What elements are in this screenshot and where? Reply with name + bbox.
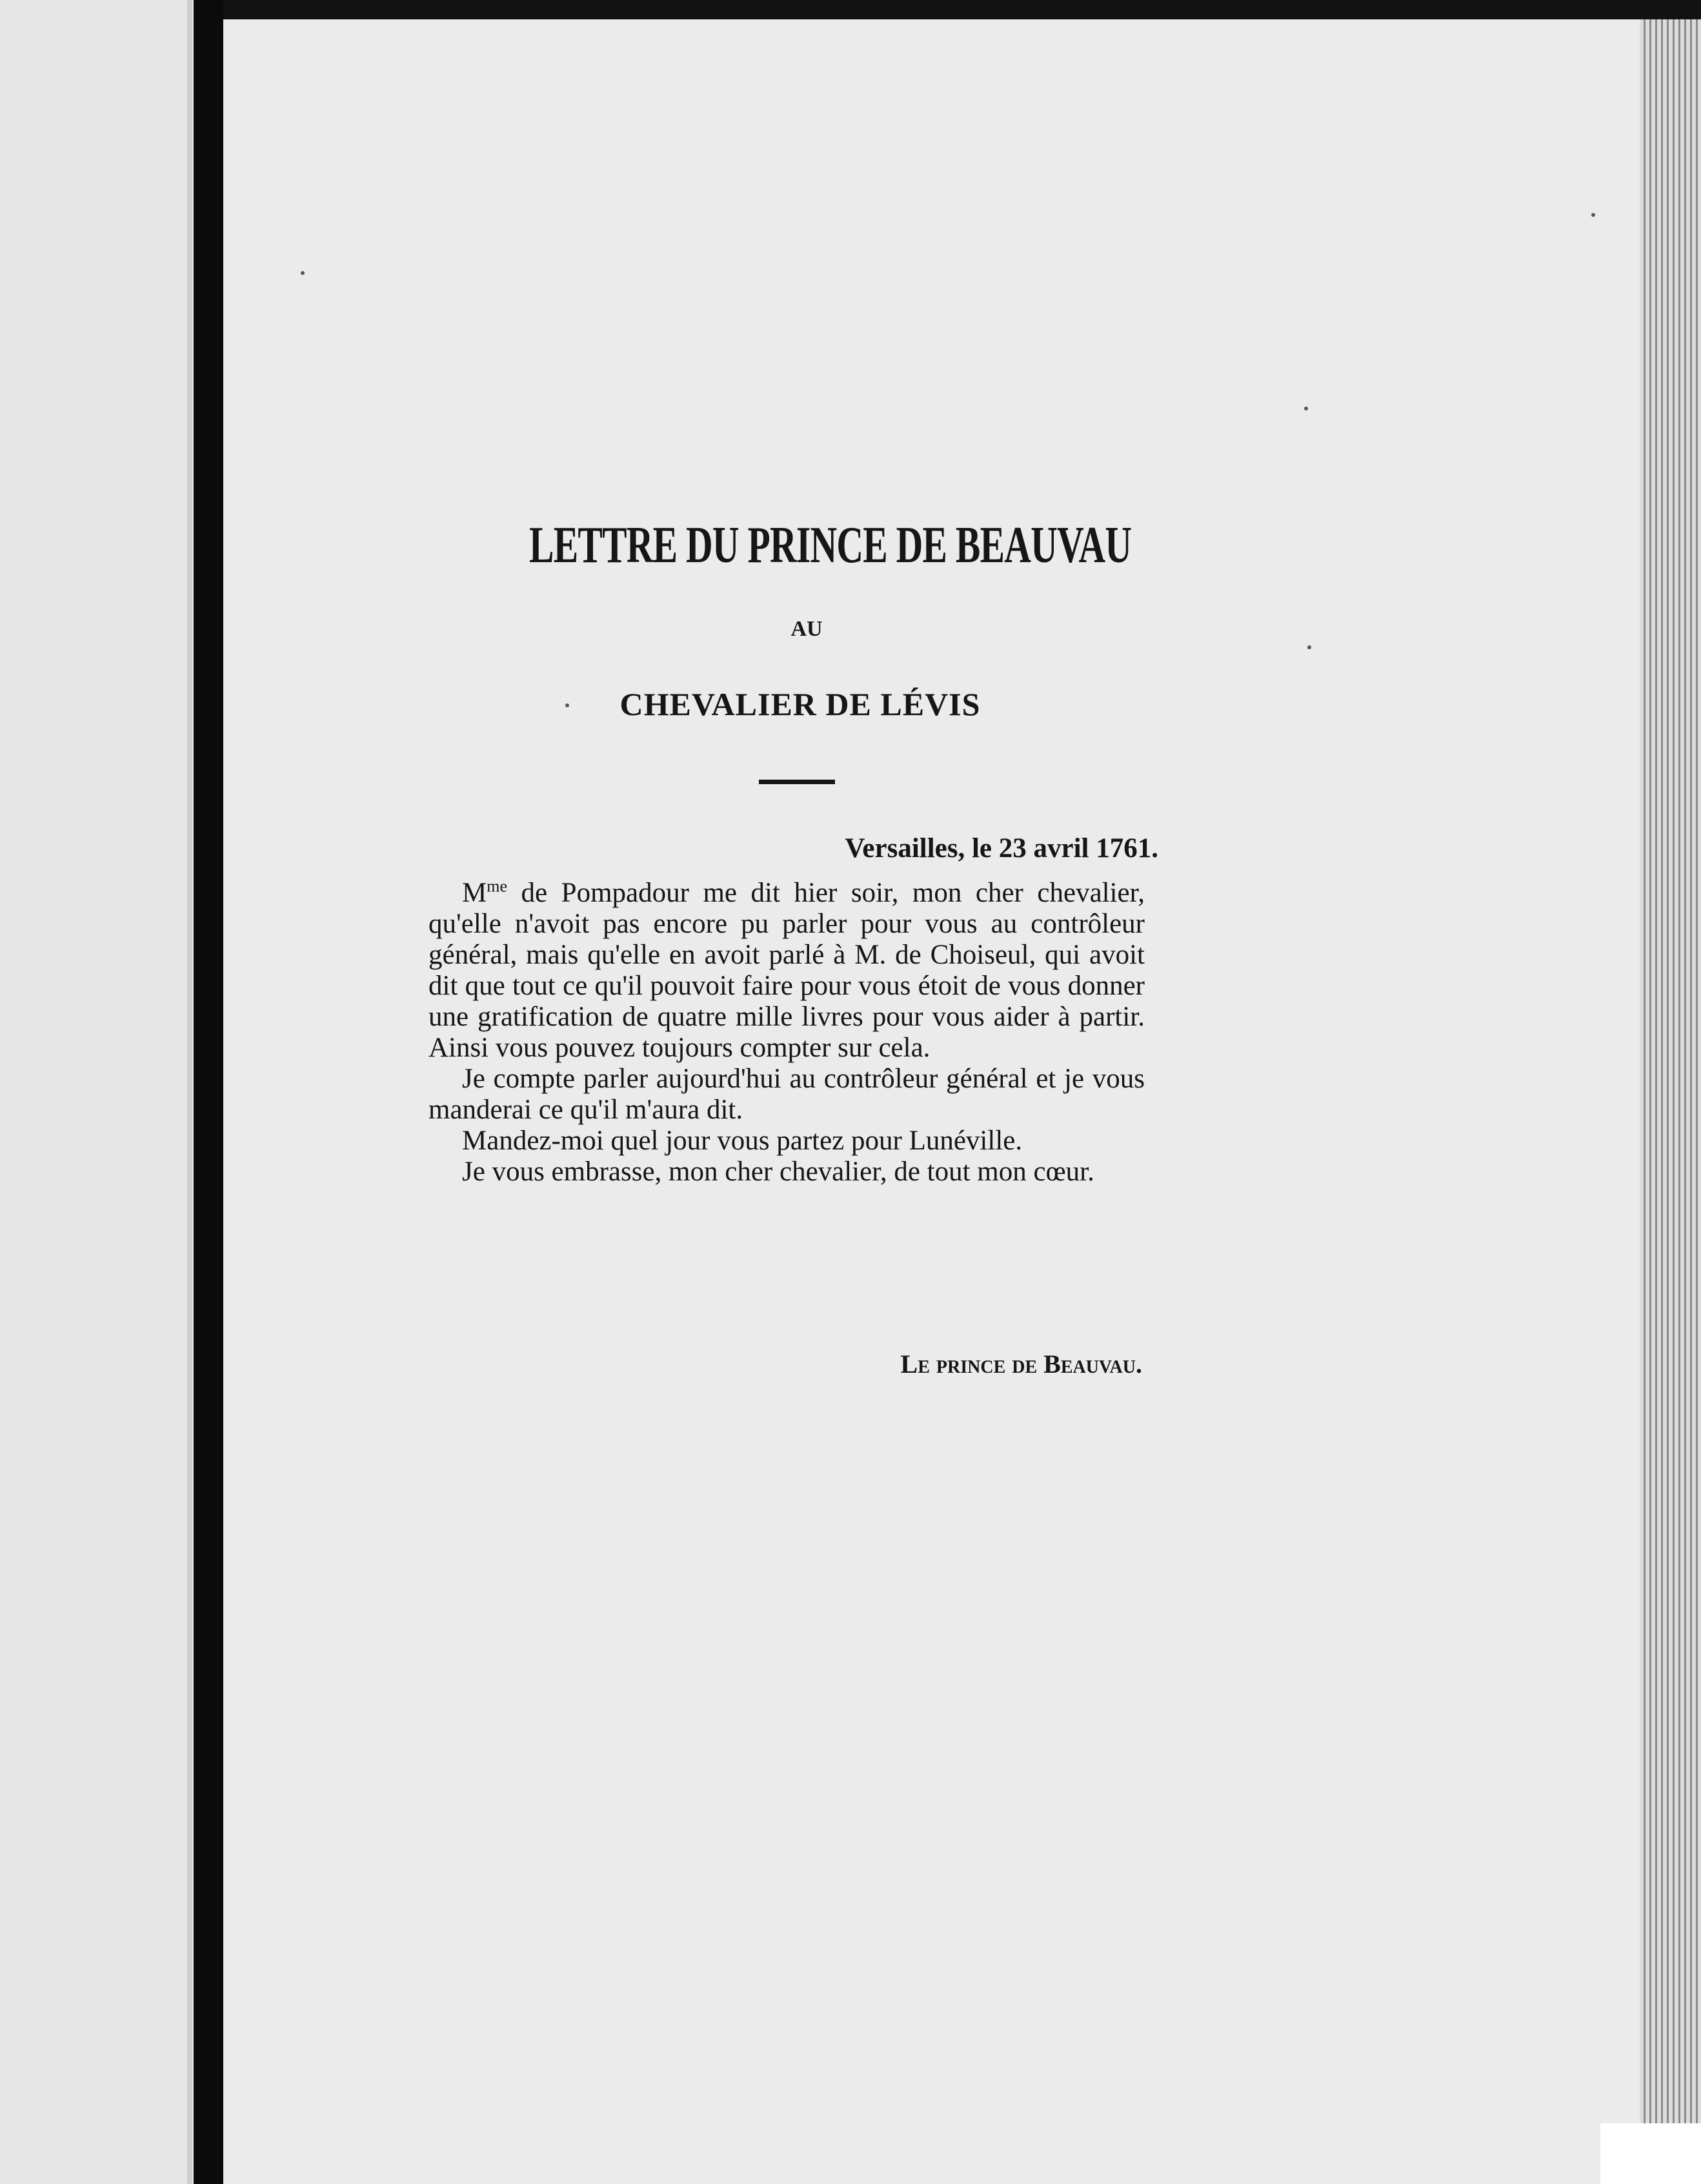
- stacked-page-edges: [1640, 19, 1701, 2184]
- letter-paragraph: [428, 878, 1145, 1064]
- salutation-abbrev: M: [462, 878, 487, 908]
- letter-body: [428, 878, 1145, 1188]
- scan-speck: [565, 703, 569, 707]
- letter-recipient: CHEVALIER DE LÉVIS: [619, 686, 981, 722]
- scan-speck: [1591, 213, 1595, 217]
- binding-gutter: [194, 0, 223, 2184]
- page-corner: [1600, 2123, 1701, 2184]
- salutation-superscript: me: [487, 876, 507, 896]
- previous-page-edge: [0, 0, 194, 2184]
- scan-speck: [301, 271, 305, 275]
- top-scan-edge: [223, 0, 1701, 19]
- title-connector: AU: [790, 617, 823, 641]
- letter-title: LETTRE DU PRINCE DE BEAUVAU: [529, 517, 1132, 574]
- paragraph-1-text: de Pompadour me dit hier soir, mon cher chevalier, qu'elle n'avoit pas encore pu parler pour vous au contrôleur général, mais qu'elle en avoit parlé à M. de Choiseul, qui avoit dit que tout ce qu'il pouvoit faire pour vous étoit de vous donner une gratification de quatre mille livres pour vous aider à partir. Ainsi vous pouvez toujours compter sur cela.: [428, 878, 1145, 1063]
- letter-paragraph: Je compte parler aujourd'hui au contrôleur général et je vous manderai ce qu'il m'aura dit.: [428, 1064, 1145, 1125]
- letter-paragraph: Mandez-moi quel jour vous partez pour Lunéville.: [462, 1126, 1023, 1156]
- scan-speck: [1304, 407, 1308, 410]
- title-divider-rule: [759, 780, 835, 784]
- letter-dateline: Versailles, le 23 avril 1761.: [845, 833, 1158, 864]
- letter-paragraph: Je vous embrasse, mon cher chevalier, de tout mon cœur.: [462, 1157, 1094, 1187]
- letter-signature: Le prince de Beauvau.: [900, 1350, 1142, 1379]
- previous-page-rule: [187, 0, 192, 2184]
- scan-speck: [1307, 645, 1311, 649]
